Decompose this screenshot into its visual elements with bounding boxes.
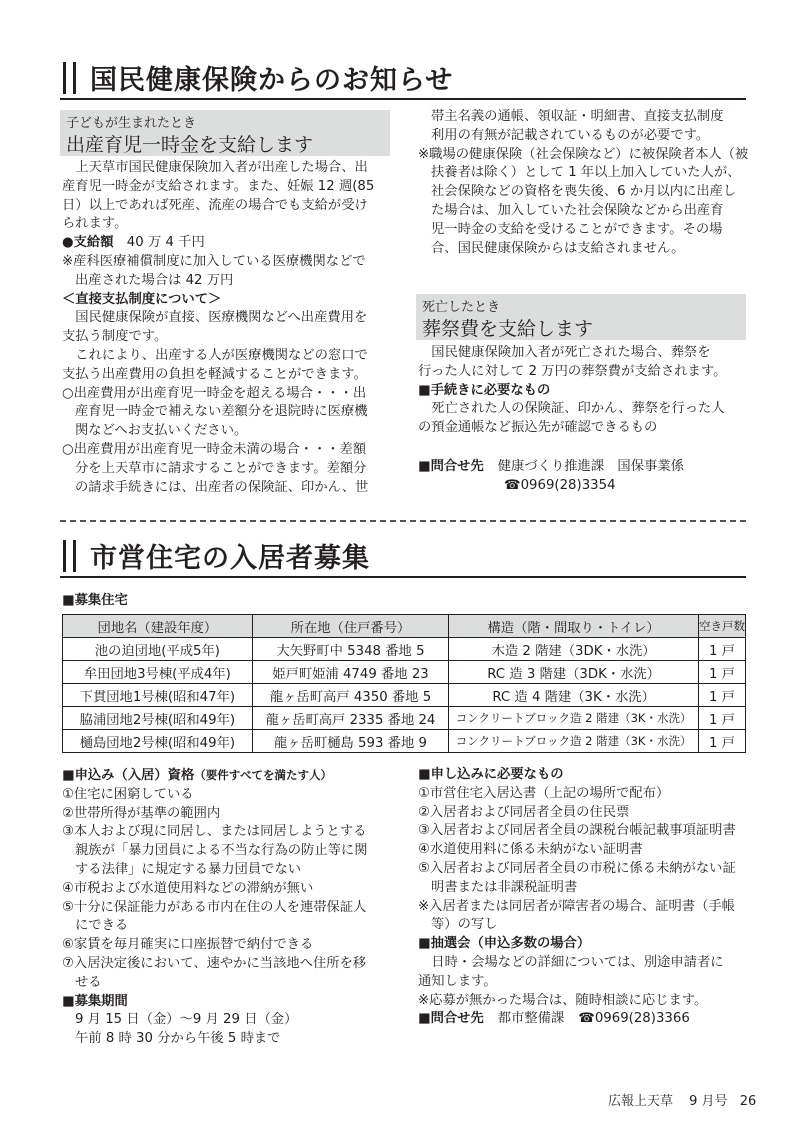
cell-location: 大矢野町中 5348 番地 5 <box>252 638 449 661</box>
document-item: ③入居者および同居者全員の課税台帳記載事項証明書 <box>418 823 736 839</box>
direct-payment-heading: ＜直接支払制度について＞ <box>62 291 222 307</box>
qualification-item: ⑤十分に保証能力がある市内在住の人を連帯保証人 <box>62 899 367 915</box>
table-row <box>63 638 746 661</box>
death-contact <box>418 458 748 496</box>
note2-line: 児一時金の支給を受けることができます。その場 <box>431 221 723 237</box>
death-contact-phone: ☎0969(28)3354 <box>504 477 616 493</box>
page-footer <box>608 1090 756 1109</box>
cell-vacancies: 1 戸 <box>698 684 745 707</box>
direct-line: 支払う出産費用の負担を軽減することができます。 <box>62 366 367 382</box>
note2-line: ※職場の健康保険（社会保険など）に被保険者本人（被 <box>418 146 749 162</box>
qualification-item: せる <box>75 974 102 990</box>
table-header-row <box>63 615 746 638</box>
qualification-item: する法律」に規定する暴力団員でない <box>75 861 302 877</box>
table-row <box>63 661 746 684</box>
death-header-box <box>416 294 746 340</box>
col-header-vacancies: 空き戸数 <box>698 615 745 638</box>
period-line: 9 月 15 日（金）～9 月 29 日（金） <box>75 1012 298 1028</box>
continued-line: 利用の有無が記載されているものが必要です。 <box>431 127 710 143</box>
birth-continued <box>418 108 748 258</box>
note1-line: 出産された場合は 42 万円 <box>75 272 234 288</box>
documents-label: ■申し込みに必要なもの <box>418 767 564 782</box>
document-item: ④水道使用料に係る未納がない証明書 <box>418 842 643 858</box>
title-decoration <box>63 62 76 94</box>
continued-line: 帯主名義の通帳、領収証・明細書、直接支払制度 <box>431 109 724 124</box>
lottery-line: 通知します。 <box>418 973 497 989</box>
note2-line: た場合は、加入していた社会保険などから出産育 <box>431 202 724 218</box>
housing-table <box>62 614 746 753</box>
cell-structure: コンクリートブロック造 2 階建（3K・水洗） <box>449 730 699 753</box>
death-line: 行った人に対して 2 万円の葬祭費が支給されます。 <box>418 363 727 379</box>
death-heading: 葬祭費を支給します <box>422 318 594 340</box>
table-row <box>63 707 746 730</box>
qualifications <box>62 766 402 1049</box>
note1-line: ※産科医療補償制度に加入している医療機関などで <box>62 253 366 269</box>
cell-vacancies: 1 戸 <box>698 707 745 730</box>
qualification-item: にできる <box>75 918 129 934</box>
housing-contact-dept: 都市整備課 <box>497 1011 565 1027</box>
direct-line: これにより、出産する人が医療機関などの窓口で <box>62 347 368 363</box>
death-proc-label: ■手続きに必要なもの <box>418 382 551 398</box>
qualification-item: ⑥家賃を毎月確実に口座振替で納付できる <box>62 937 314 953</box>
death-tag: 死亡したとき <box>422 300 501 315</box>
col-header-structure: 構造（階・間取り・トイレ） <box>449 615 699 638</box>
cell-complex: 樋島団地2号棟(昭和49年) <box>63 730 253 753</box>
note2-line: 扶養者は除く）として 1 年以上加入していた人が、 <box>431 165 741 181</box>
document-item: 明書または非課税証明書 <box>431 879 578 895</box>
period-label: ■募集期間 <box>62 993 128 1009</box>
death-line: 国民健康保険加入者が死亡された場合、葬祭を <box>418 345 711 360</box>
case2-line: 分を上天草市に請求することができます。差額分 <box>75 460 367 476</box>
housing-contact-phone: ☎0969(28)3366 <box>578 1011 690 1027</box>
title-decoration <box>63 540 76 572</box>
cell-location: 龍ヶ岳町高戸 2335 番地 24 <box>252 707 449 730</box>
cell-structure: コンクリートブロック造 2 階建（3K・水洗） <box>449 707 699 730</box>
issue-month: 9 月号 <box>689 1094 728 1109</box>
publication-name: 広報上天草 <box>608 1094 674 1109</box>
direct-line: 支払う制度です。 <box>62 329 168 345</box>
cell-location: 龍ヶ岳町高戸 4350 番地 5 <box>252 684 449 707</box>
cell-complex: 牟田団地3号棟(平成4年) <box>63 661 253 684</box>
qualification-label: ■申込み（入居）資格 <box>62 768 195 783</box>
death-proc-line: の預金通帳など振込先が確認できるもの <box>418 420 658 436</box>
col-header-location: 所在地（住戸番号） <box>252 615 449 638</box>
document-item: ⑤入居者および同居者全員の市税に係る未納がない証 <box>418 860 736 876</box>
section-title-health-insurance: 国民健康保険からのお知らせ <box>90 65 454 96</box>
birth-line: られます。 <box>62 216 128 232</box>
title-underline <box>60 98 746 100</box>
birth-line: 上天草市国民健康保険加入者が出産した場合、出 <box>62 160 368 175</box>
qualification-item: ③本人および現に同居し、または同居しようとする <box>62 824 367 840</box>
title-underline <box>60 576 746 578</box>
cell-complex: 下貫団地1号棟(昭和47年) <box>63 684 253 707</box>
lottery-label: ■抽選会（申込多数の場合） <box>418 936 591 952</box>
document-item: 等）の写し <box>431 917 498 933</box>
qualification-item: ②世帯所得が基準の範囲内 <box>62 805 221 821</box>
birth-tag: 子どもが生まれたとき <box>66 116 197 131</box>
death-contact-dept: 健康づくり推進課 国保事業係 <box>497 459 684 474</box>
period-line: 午前 8 時 30 分から午後 5 時まで <box>75 1031 281 1047</box>
qualification-sub: （要件すべてを満たす人） <box>194 768 333 782</box>
case1-line: ○出産費用が出産育児一時金を超える場合・・・出 <box>62 385 367 401</box>
cell-structure: 木造 2 階建（3DK・水洗） <box>449 638 699 661</box>
cell-vacancies: 1 戸 <box>698 638 745 661</box>
section-title-housing: 市営住宅の入居者募集 <box>90 543 370 574</box>
amount-value: 40 万 4 千円 <box>113 235 205 251</box>
direct-line: 国民健康保険が直接、医療機関などへ出産費用を <box>62 310 368 326</box>
case1-line: 関などへお支払いください。 <box>75 423 248 439</box>
cell-structure: RC 造 4 階建（3K・水洗） <box>449 684 699 707</box>
document-item: ①市営住宅入居込書（上記の場所で配布） <box>418 785 670 801</box>
qualification-item: ⑦入居決定後において、速やかに当該地へ住所を移 <box>62 955 367 971</box>
cell-vacancies: 1 戸 <box>698 661 745 684</box>
lottery-line: 日時・会場などの詳細については、別途申請者に <box>418 954 724 970</box>
amount-label: ●支給額 <box>62 235 114 251</box>
note2-line: 社会保険などの資格を喪失後、6 か月以内に出産し <box>431 184 737 200</box>
lottery-line: ※応募が無かった場合は、随時相談に応じます。 <box>418 992 708 1008</box>
qualification-item: ④市税および水道使用料などの滞納が無い <box>62 880 314 896</box>
death-contact-label: ■問合せ先 <box>418 459 484 474</box>
table-row <box>63 730 746 753</box>
cell-complex: 池の迫団地(平成5年) <box>63 638 253 661</box>
death-proc-line: 死亡された人の保険証、印かん、葬祭を行った人 <box>418 401 725 417</box>
birth-header-box <box>60 110 390 156</box>
case2-line: ○出産費用が出産育児一時金未満の場合・・・差額 <box>62 441 367 457</box>
cell-location: 姫戸町姫浦 4749 番地 23 <box>252 661 449 684</box>
section-divider <box>60 520 746 522</box>
case2-line: の請求手続きには、出産者の保険証、印かん、世 <box>75 479 369 495</box>
birth-line: 産育児一時金が支給されます。また、妊娠 12 週(85 <box>62 178 375 194</box>
cell-complex: 脇浦団地2号棟(昭和49年) <box>63 707 253 730</box>
cell-vacancies: 1 戸 <box>698 730 745 753</box>
birth-line: 日）以上であれば死産、流産の場合でも支給が受け <box>62 197 368 213</box>
col-header-complex: 団地名（建設年度） <box>63 615 253 638</box>
document-item: ②入居者および同居者全員の住民票 <box>418 804 630 820</box>
cell-structure: RC 造 3 階建（3DK・水洗） <box>449 661 699 684</box>
birth-body <box>62 159 392 497</box>
required-documents <box>418 766 748 1029</box>
note2-line: 合、国民健康保険からは支給されません。 <box>431 240 685 256</box>
document-item: ※入居者または同居者が障害者の場合、証明書（手帳 <box>418 898 735 914</box>
amount-row <box>62 234 392 253</box>
case1-line: 産育児一時金で補えない差額分を退院時に医療機 <box>75 404 368 420</box>
page-number: 26 <box>739 1094 757 1109</box>
qualification-item: 親族が「暴力団員による不当な行為の防止等に関 <box>75 843 368 859</box>
qualification-item: ①住宅に困窮している <box>62 786 194 802</box>
birth-heading: 出産育児一時金を支給します <box>66 134 314 156</box>
death-body <box>418 344 748 438</box>
table-row <box>63 684 746 707</box>
housing-label: ■募集住宅 <box>62 593 128 608</box>
housing-contact-label: ■問合せ先 <box>418 1011 484 1027</box>
cell-location: 龍ヶ岳町樋島 593 番地 9 <box>252 730 449 753</box>
